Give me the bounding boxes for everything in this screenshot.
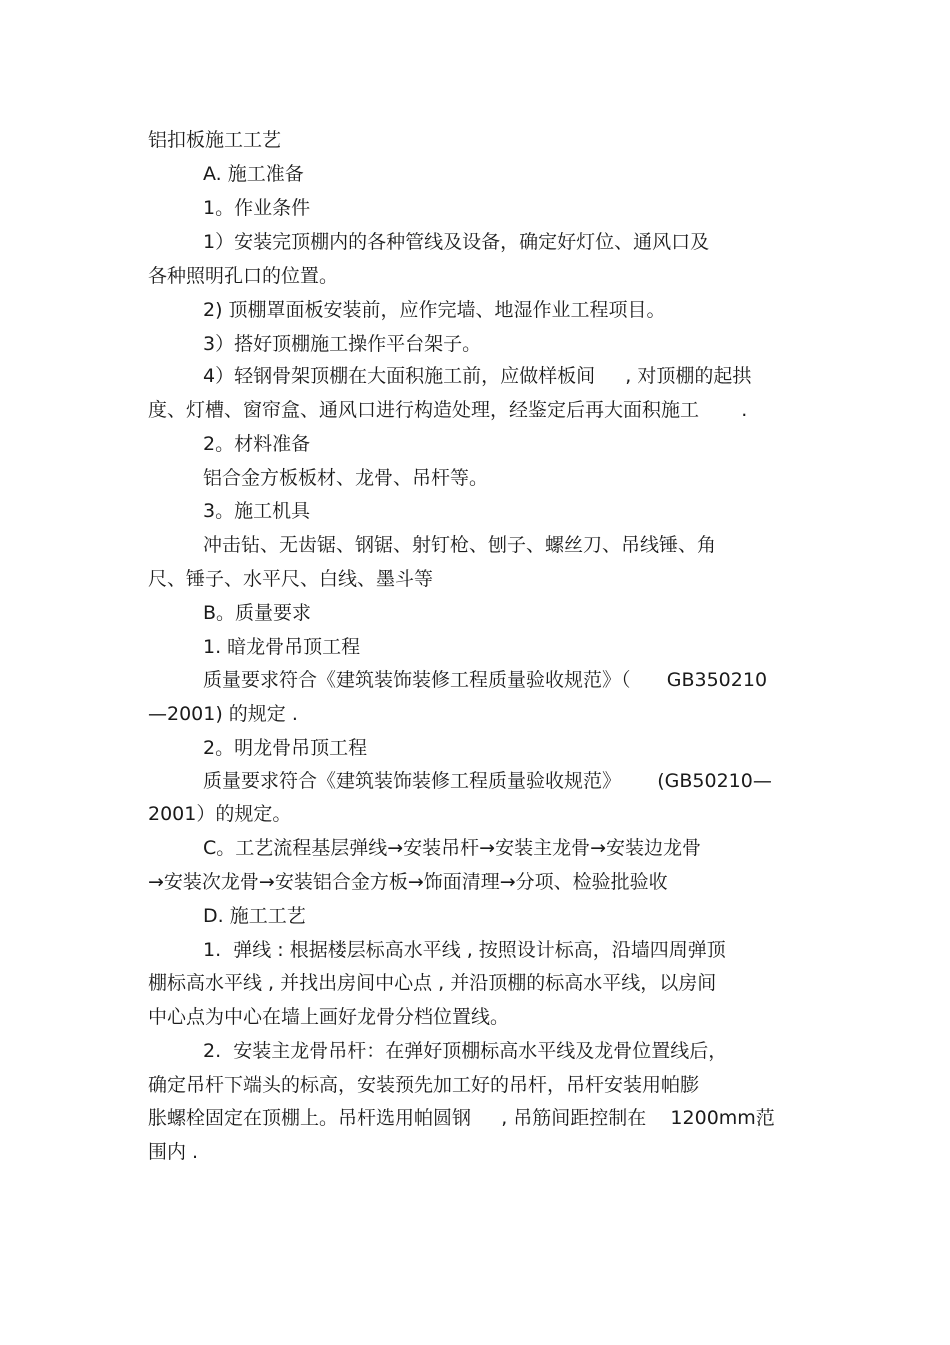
paragraph-line: 度、灯槽、窗帘盒、通风口进行构造处理，经鉴定后再大面积施工 . <box>148 399 748 421</box>
paragraph-line: 冲击钻、无齿锯、钢锯、射钉枪、刨子、螺丝刀、吊线锤、角 <box>203 534 717 556</box>
paragraph-line: 中心点为中心在墙上画好龙骨分档位置线。 <box>148 1006 510 1028</box>
paragraph-line: 1. 弹线 : 根据楼层标高水平线 , 按照设计标高，沿墙四周弹顶 <box>203 939 726 961</box>
paragraph-line: 4）轻钢骨架顶棚在大面积施工前，应做样板间 , 对顶棚的起拱 <box>203 365 752 387</box>
section-heading: D. 施工工艺 <box>203 905 306 927</box>
section-heading: B。质量要求 <box>203 602 312 624</box>
paragraph-line: 尺、锤子、水平尺、白线、墨斗等 <box>148 568 434 590</box>
paragraph-line: —2001) 的规定 . <box>148 703 298 725</box>
paragraph-line: 1）安装完顶棚内的各种管线及设备，确定好灯位、通风口及 <box>203 231 710 253</box>
document-title: 铝扣板施工工艺 <box>148 129 282 151</box>
paragraph-line: 各种照明孔口的位置。 <box>148 265 339 287</box>
section-heading: C。工艺流程基层弹线→安装吊杆→安装主龙骨→安装边龙骨 <box>203 837 702 859</box>
paragraph-line: 围内 . <box>148 1141 199 1163</box>
paragraph-line: 胀螺栓固定在顶棚上。吊杆选用帕圆钢 , 吊筋间距控制在 1200mm范 <box>148 1107 775 1129</box>
paragraph-line: 铝合金方板板材、龙骨、吊杆等。 <box>203 467 489 489</box>
subsection-heading: 2。明龙骨吊顶工程 <box>203 737 368 759</box>
paragraph-line: 2) 顶棚罩面板安装前，应作完墙、地湿作业工程项目。 <box>203 299 666 321</box>
paragraph-line: 质量要求符合《建筑装饰装修工程质量验收规范》 (GB50210— <box>203 770 772 792</box>
paragraph-line: 棚标高水平线 , 并找出房间中心点 , 并沿顶棚的标高水平线，以房间 <box>148 972 717 994</box>
paragraph-line: 确定吊杆下端头的标高，安装预先加工好的吊杆，吊杆安装用帕膨 <box>148 1074 700 1096</box>
paragraph-line: 3）搭好顶棚施工操作平台架子。 <box>203 333 482 355</box>
subsection-heading: 2。材料准备 <box>203 433 311 455</box>
section-heading: A. 施工准备 <box>203 163 304 185</box>
subsection-heading: 3。施工机具 <box>203 500 311 522</box>
subsection-heading: 1。作业条件 <box>203 197 311 219</box>
subsection-heading: 1. 暗龙骨吊顶工程 <box>203 636 361 658</box>
paragraph-line: 2. 安装主龙骨吊杆：在弹好顶棚标高水平线及龙骨位置线后， <box>203 1040 728 1062</box>
paragraph-line: →安装次龙骨→安装铝合金方板→饰面清理→分项、检验批验收 <box>148 871 668 893</box>
paragraph-line: 质量要求符合《建筑装饰装修工程质量验收规范》（ GB350210 <box>203 669 768 691</box>
paragraph-line: 2001）的规定。 <box>148 803 292 825</box>
